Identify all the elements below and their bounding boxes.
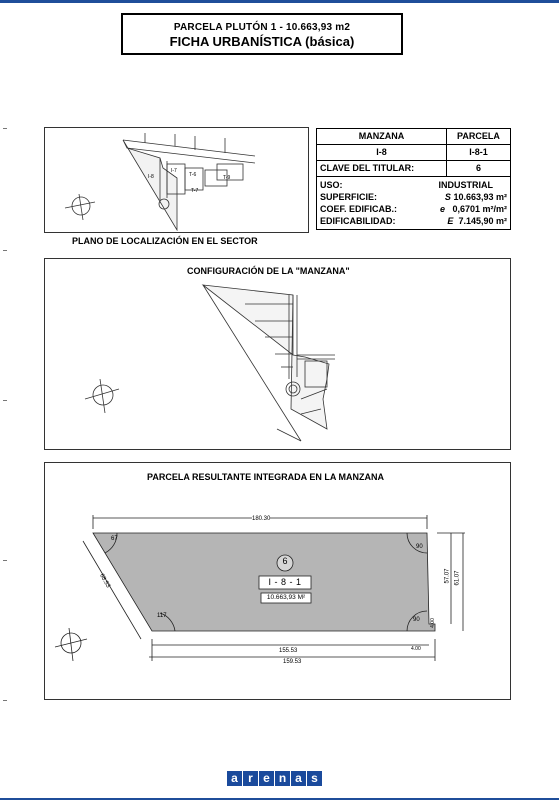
dim-bottom-b: 4.00 [411, 646, 421, 652]
angle-top-left: 67 [111, 536, 118, 542]
title-line2: FICHA URBANÍSTICA (básica) [169, 34, 355, 49]
logo-letter: s [307, 771, 322, 786]
logo-letter: n [275, 771, 290, 786]
clave-value: 6 [446, 161, 510, 177]
parcel-plan-panel [44, 462, 511, 700]
coef-value: 0,6701 m²/m² [452, 204, 507, 214]
edif-symbol: E [447, 216, 454, 226]
superficie-symbol: S [444, 192, 451, 202]
coef-symbol: e [439, 204, 445, 214]
margin-tick [3, 250, 7, 251]
manzana-config-drawing [45, 259, 509, 448]
sector-plan-drawing [45, 128, 307, 231]
edif-value: 7.145,90 m² [458, 216, 507, 226]
sector-label: T-9 [223, 175, 231, 181]
manzana-header: MANZANA [317, 129, 447, 145]
logo-letter: a [291, 771, 306, 786]
owner-key: 6 [282, 556, 288, 566]
margin-tick [3, 400, 7, 401]
title-line1: PARCELA PLUTÓN 1 - 10.663,93 m2 [173, 22, 351, 33]
sector-plan-panel [44, 127, 309, 233]
margin-tick [3, 560, 7, 561]
parcel-id-label: I - 8 - 1 [268, 577, 302, 587]
clave-label: CLAVE DEL TITULAR: [317, 161, 447, 177]
manzana-value: I-8 [317, 145, 447, 161]
manzana-config-caption: CONFIGURACIÓN DE LA "MANZANA" [187, 266, 350, 276]
sector-label: T-7 [191, 188, 199, 194]
superficie-value: 10.663,93 m² [453, 192, 507, 202]
angle-bottom-left: 117 [157, 613, 167, 619]
arenas-logo [227, 771, 322, 786]
parcela-value: I-8-1 [446, 145, 510, 161]
edif-label: EDIFICABILIDAD: [320, 216, 396, 226]
parcela-header: PARCELA [446, 129, 510, 145]
logo-letter: e [259, 771, 274, 786]
dim-top: 180.30 [252, 516, 271, 522]
dim-bottom-a: 155.53 [279, 648, 298, 654]
sector-label: I-7 [171, 168, 177, 174]
uso-value: INDUSTRIAL [438, 180, 493, 190]
sector-plan-caption: PLANO DE LOCALIZACIÓN EN EL SECTOR [72, 236, 258, 246]
superficie-label: SUPERFICIE: [320, 192, 378, 202]
angle-bottom-right: 90 [413, 617, 420, 623]
dim-bottom-c: 159.53 [283, 659, 302, 665]
parcel-plan-caption: PARCELA RESULTANTE INTEGRADA EN LA MANZANA [147, 472, 384, 482]
sector-label: T-6 [189, 172, 197, 178]
dim-left: 68.53 [98, 572, 111, 590]
title-box [121, 13, 403, 55]
uso-block [317, 177, 511, 230]
parcel-info-table [316, 128, 511, 230]
margin-tick [3, 128, 7, 129]
logo-letter: r [243, 771, 258, 786]
coef-label: COEF. EDIFICAB.: [320, 204, 398, 214]
top-border-line [0, 0, 559, 3]
dim-right-c: 4.00 [429, 618, 436, 628]
angle-top-right: 90 [416, 544, 423, 550]
manzana-config-panel [44, 258, 511, 450]
sector-label: I-8 [148, 174, 154, 180]
uso-label: USO: [320, 180, 343, 190]
dim-right-b: 61.07 [454, 570, 461, 586]
logo-letter: a [227, 771, 242, 786]
margin-tick [3, 700, 7, 701]
parcel-area-label: 10.663,93 M² [266, 594, 306, 601]
dim-right-a: 57.07 [444, 568, 451, 584]
